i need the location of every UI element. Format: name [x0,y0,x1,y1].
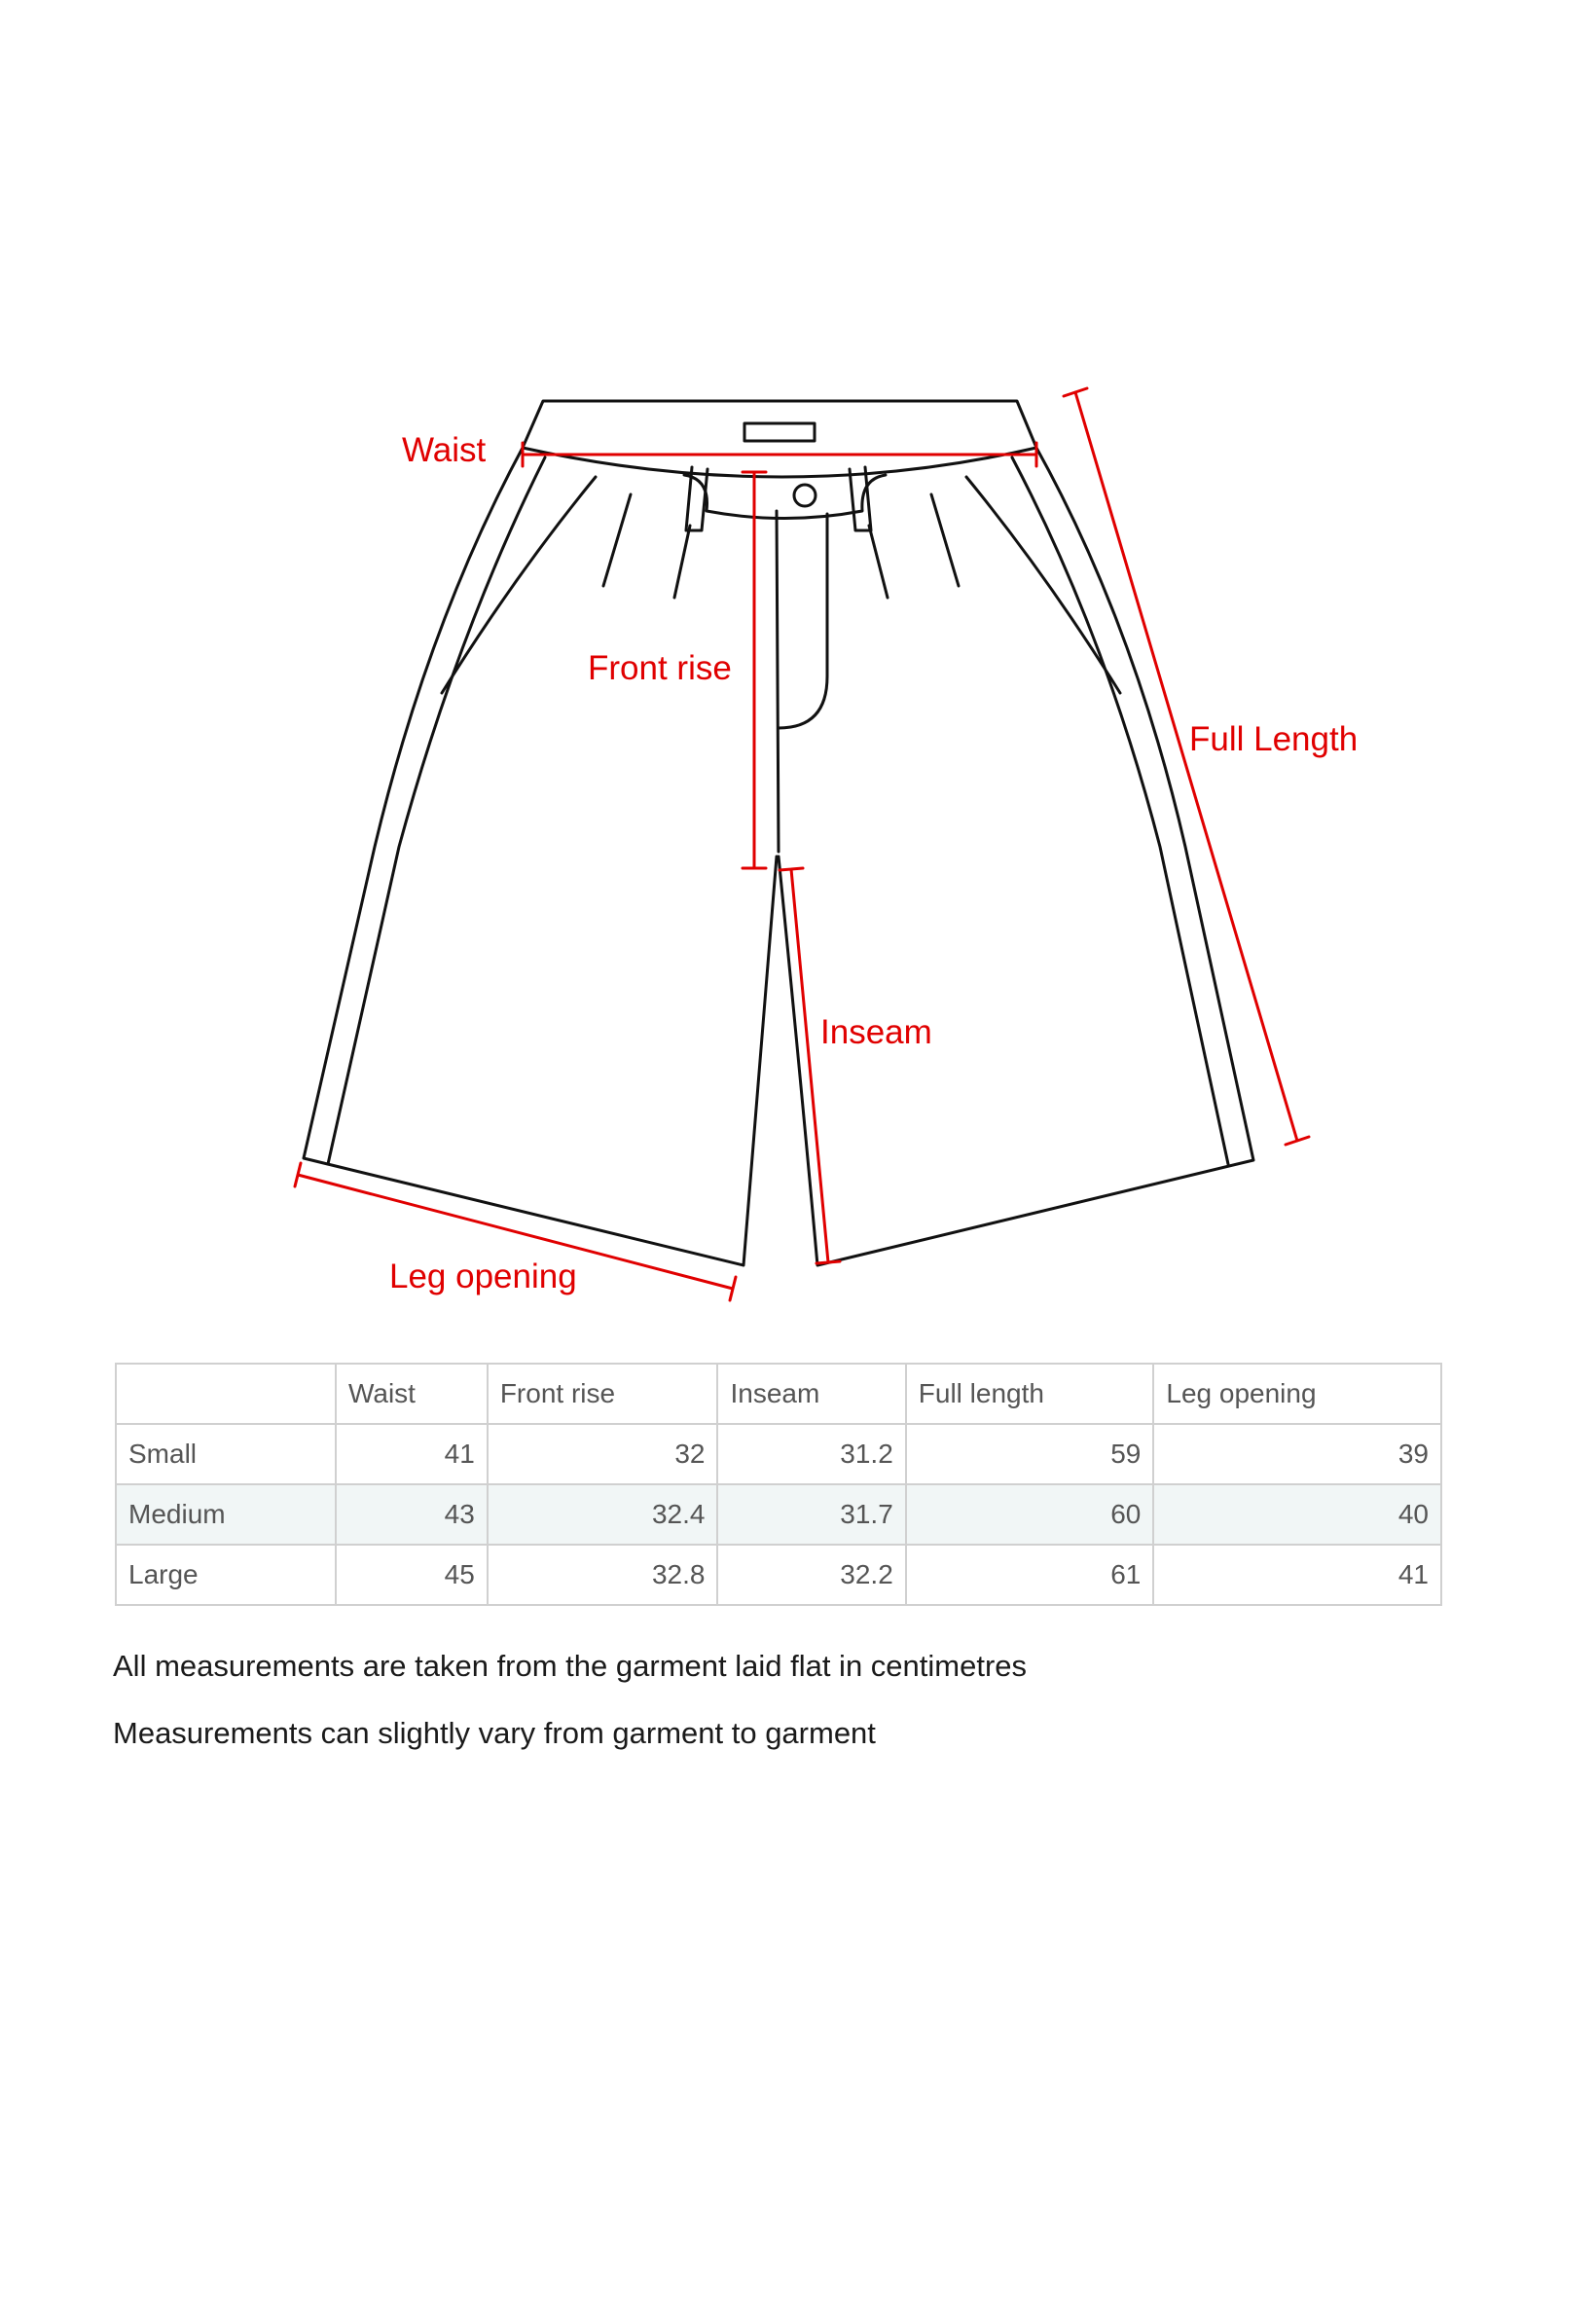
waist-label: Waist [402,431,487,469]
size-label: Small [116,1424,336,1484]
measurement-lines [295,388,1309,1300]
inseam-value: 32.2 [717,1545,905,1605]
size-label: Medium [116,1484,336,1545]
header-inseam: Inseam [717,1364,905,1424]
shorts-outline [304,401,1253,1265]
measurement-note: All measurements are taken from the garment laid flat in centimetres [113,1649,1028,1683]
header-empty-cell [116,1364,336,1424]
front-rise-value: 32 [488,1424,718,1484]
front-rise-measure-line [743,472,766,868]
header-leg-opening: Leg opening [1153,1364,1441,1424]
full-length-measure-line [1064,388,1309,1145]
size-label: Large [116,1545,336,1605]
inseam-label: Inseam [820,1013,932,1051]
variation-note: Measurements can slightly vary from garment to garment [113,1716,876,1750]
header-front-rise: Front rise [488,1364,718,1424]
header-full-length: Full length [906,1364,1154,1424]
waist-value: 41 [336,1424,488,1484]
full-length-label: Full Length [1189,720,1359,758]
table-header-row [116,1364,1441,1424]
table-row [116,1545,1441,1605]
table-row [116,1484,1441,1545]
front-rise-label: Front rise [588,649,732,687]
size-chart-table [115,1363,1442,1606]
inseam-value: 31.2 [717,1424,905,1484]
waist-value: 45 [336,1545,488,1605]
leg-opening-label: Leg opening [389,1258,577,1295]
leg-opening-value: 40 [1153,1484,1441,1545]
table-row [116,1424,1441,1484]
front-rise-value: 32.4 [488,1484,718,1545]
full-length-value: 61 [906,1545,1154,1605]
header-waist: Waist [336,1364,488,1424]
full-length-value: 59 [906,1424,1154,1484]
front-rise-value: 32.8 [488,1545,718,1605]
leg-opening-value: 39 [1153,1424,1441,1484]
leg-opening-value: 41 [1153,1545,1441,1605]
waist-value: 43 [336,1484,488,1545]
inseam-value: 31.7 [717,1484,905,1545]
inseam-measure-line [780,868,840,1263]
full-length-value: 60 [906,1484,1154,1545]
